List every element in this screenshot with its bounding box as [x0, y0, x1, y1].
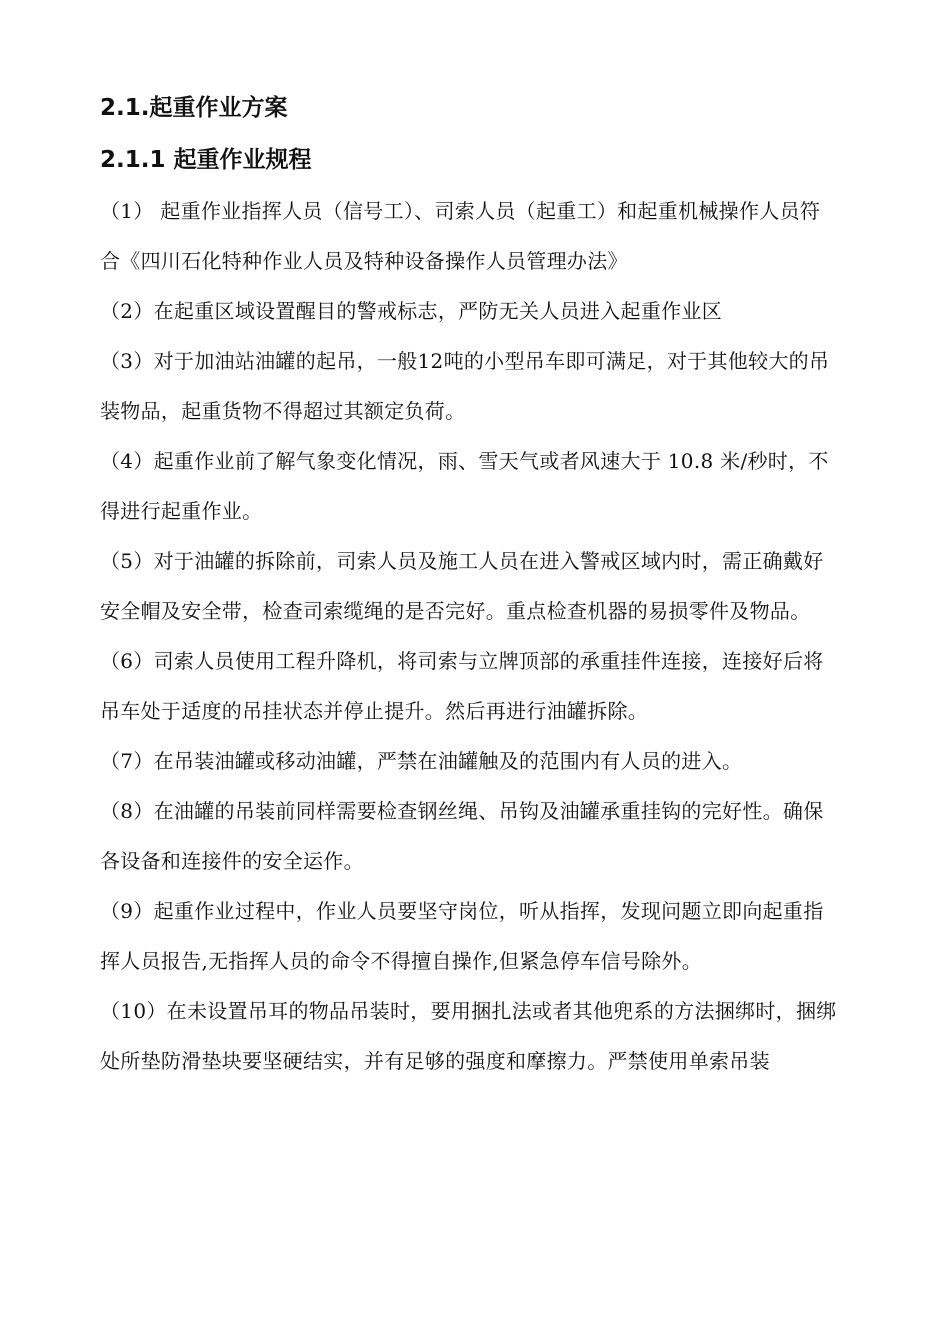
- section-heading: 2.1.起重作业方案: [100, 95, 288, 121]
- paragraph-9: （9）起重作业过程中，作业人员要坚守岗位，听从指挥，发现问题立即向起重指挥人员报告,无指挥人员的命令不得擅自操作,但紧急停车信号除外。: [100, 899, 824, 973]
- paragraph-5: （5）对于油罐的拆除前，司索人员及施工人员在进入警戒区域内时，需正确戴好安全帽及安全带，检查司索缆绳的是否完好。重点检查机器的易损零件及物品。: [100, 549, 824, 623]
- paragraph-8: （8）在油罐的吊装前同样需要检查钢丝绳、吊钩及油罐承重挂钩的完好性。确保各设备和连接件的安全运作。: [100, 799, 824, 873]
- paragraph-6: （6）司索人员使用工程升降机，将司索与立牌顶部的承重挂件连接，连接好后将吊车处于适度的吊挂状态并停止提升。然后再进行油罐拆除。: [100, 649, 824, 723]
- paragraph-1: （1） 起重作业指挥人员（信号工）、司索人员（起重工）和起重机械操作人员符合《四川石化特种作业人员及特种设备操作人员管理办法》: [100, 199, 821, 273]
- paragraph-3: （3）对于加油站油罐的起吊，一般12吨的小型吊车即可满足，对于其他较大的吊装物品，起重货物不得超过其额定负荷。: [100, 349, 830, 423]
- subsection-heading: 2.1.1 起重作业规程: [100, 147, 312, 173]
- paragraph-10: （10）在未设置吊耳的物品吊装时，要用捆扎法或者其他兜系的方法捆绑时，捆绑处所垫防滑垫块要坚硬结实，并有足够的强度和摩擦力。严禁使用单索吊装: [100, 999, 837, 1073]
- document-page: [100, 82, 840, 1086]
- paragraph-7: （7）在吊装油罐或移动油罐，严禁在油罐触及的范围内有人员的进入。: [100, 749, 743, 773]
- paragraph-2: （2）在起重区域设置醒目的警戒标志，严防无关人员进入起重作业区: [100, 299, 723, 323]
- paragraph-4: （4）起重作业前了解气象变化情况，雨、雪天气或者风速大于 10.8 米/秒时，不得进行起重作业。: [100, 449, 829, 523]
